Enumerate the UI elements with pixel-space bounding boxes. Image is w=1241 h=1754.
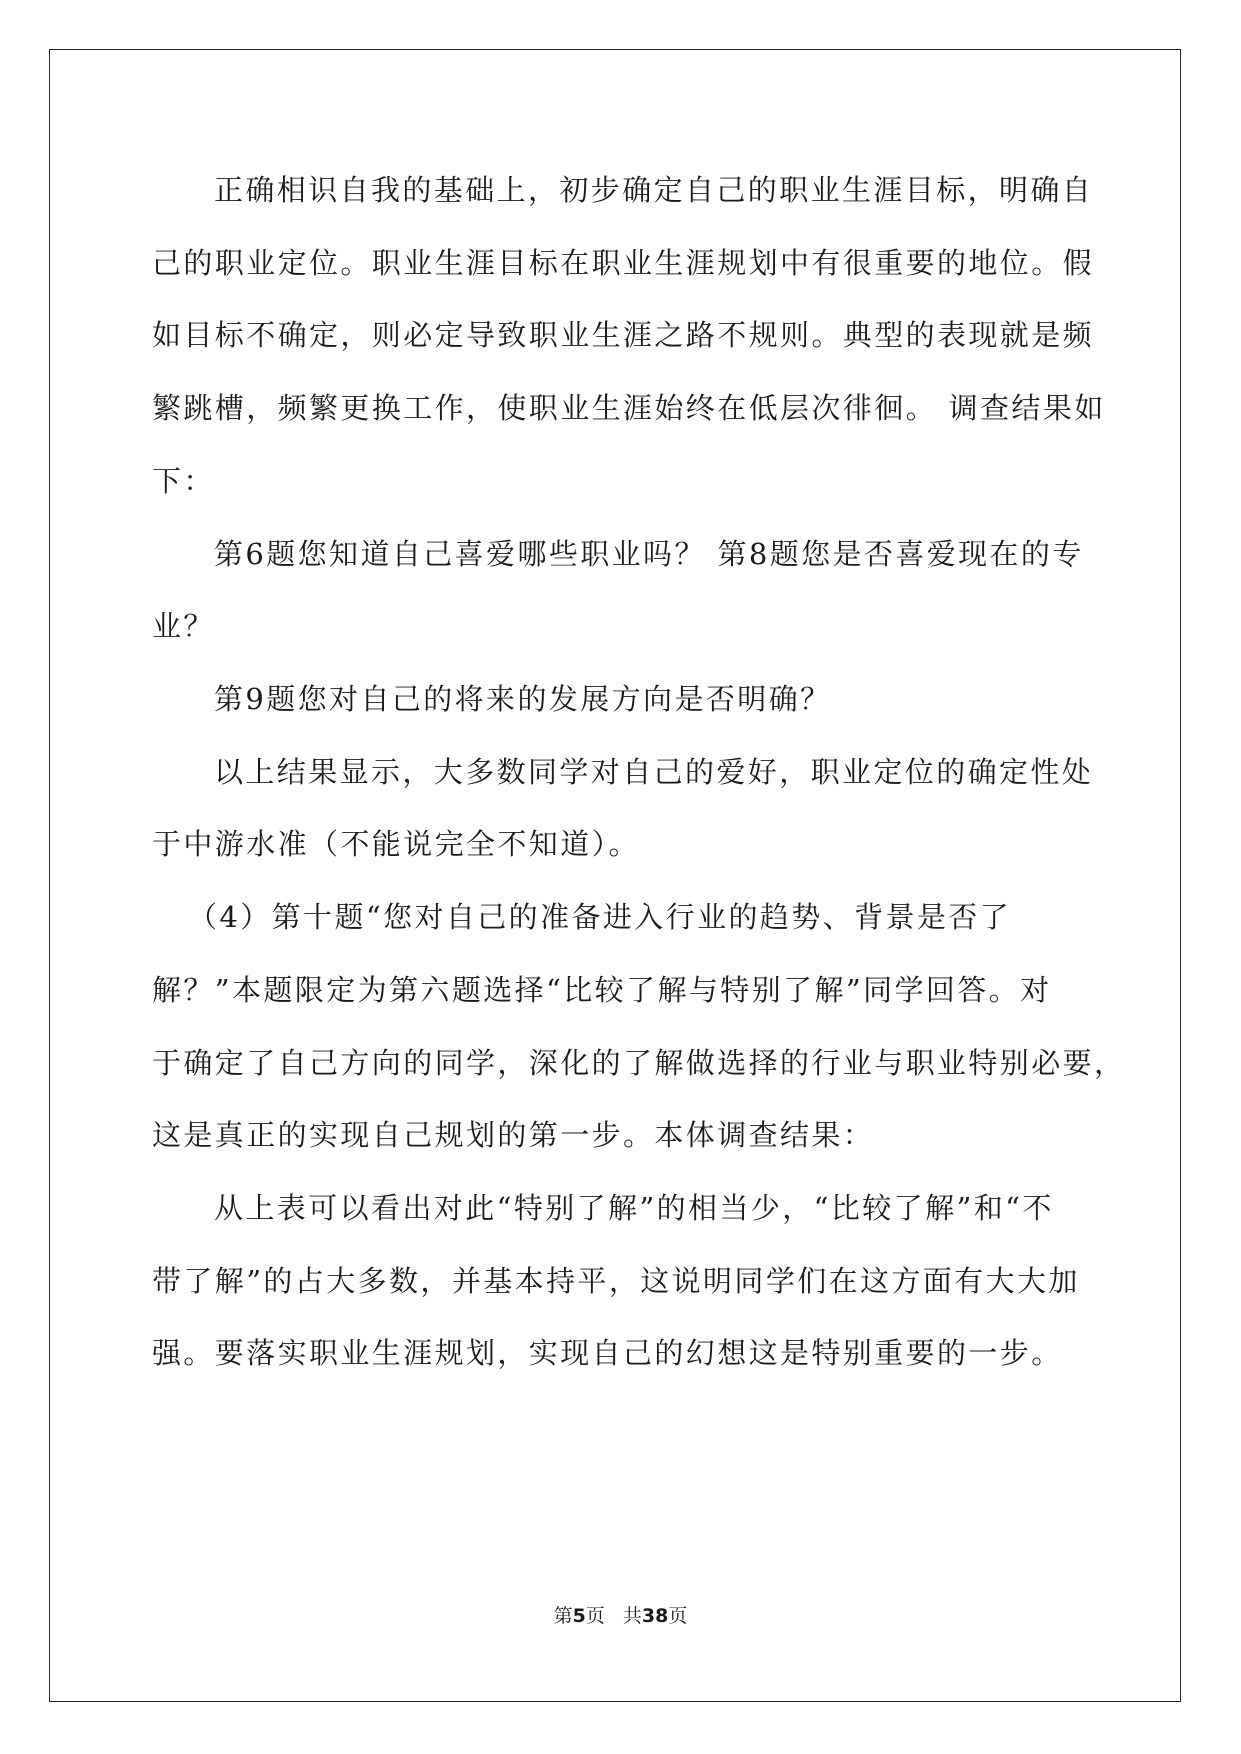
page-number: 5 [572, 1605, 586, 1627]
page-border [49, 49, 1181, 1702]
body-line-7: 业？ [152, 609, 215, 643]
body-line-11: （4）第十题“您对自己的准备进入行业的趋势、背景是否了 [188, 900, 1012, 934]
body-line-13: 于确定了自己方向的同学，深化的了解做选择的行业与职业特别必要， [152, 1046, 1126, 1080]
page-label-suffix: 页 [585, 1605, 605, 1627]
total-label-prefix: 共 [622, 1605, 642, 1627]
page-label-prefix: 第 [553, 1605, 573, 1627]
body-line-10: 于中游水准（不能说完全不知道）。 [152, 827, 640, 861]
total-pages: 38 [641, 1605, 669, 1627]
body-line-5: 下： [152, 464, 215, 498]
page-footer [0, 1601, 1241, 1628]
total-label-suffix: 页 [668, 1605, 688, 1627]
body-line-16: 带了解”的占大多数，并基本持平，这说明同学们在这方面有大大加 [152, 1264, 1080, 1298]
body-line-8: 第9题您对自己的将来的发展方向是否明确？ [214, 682, 832, 716]
body-line-12: 解？”本题限定为第六题选择“比较了解与特别了解”同学回答。对 [152, 973, 1052, 1007]
body-line-4: 繁跳槽，频繁更换工作，使职业生涯始终在低层次徘徊。 调查结果如 [152, 391, 1106, 425]
body-line-17: 强。要落实职业生涯规划，实现自己的幻想这是特别重要的一步。 [152, 1336, 1063, 1370]
body-line-6: 第6题您知道自己喜爱哪些职业吗？ 第8题您是否喜爱现在的专 [214, 537, 1084, 571]
body-line-9: 以上结果显示，大多数同学对自己的爱好，职业定位的确定性处 [214, 755, 1094, 789]
body-line-15: 从上表可以看出对此“特别了解”的相当少，“比较了解”和“不 [214, 1191, 1054, 1225]
body-line-3: 如目标不确定，则必定导致职业生涯之路不规则。典型的表现就是频 [152, 318, 1095, 352]
body-line-2: 己的职业定位。职业生涯目标在职业生涯规划中有很重要的地位。假 [152, 246, 1095, 280]
body-line-1: 正确相识自我的基础上，初步确定自己的职业生涯目标，明确自 [214, 173, 1094, 207]
body-line-14: 这是真正的实现自己规划的第一步。本体调查结果： [152, 1118, 875, 1152]
